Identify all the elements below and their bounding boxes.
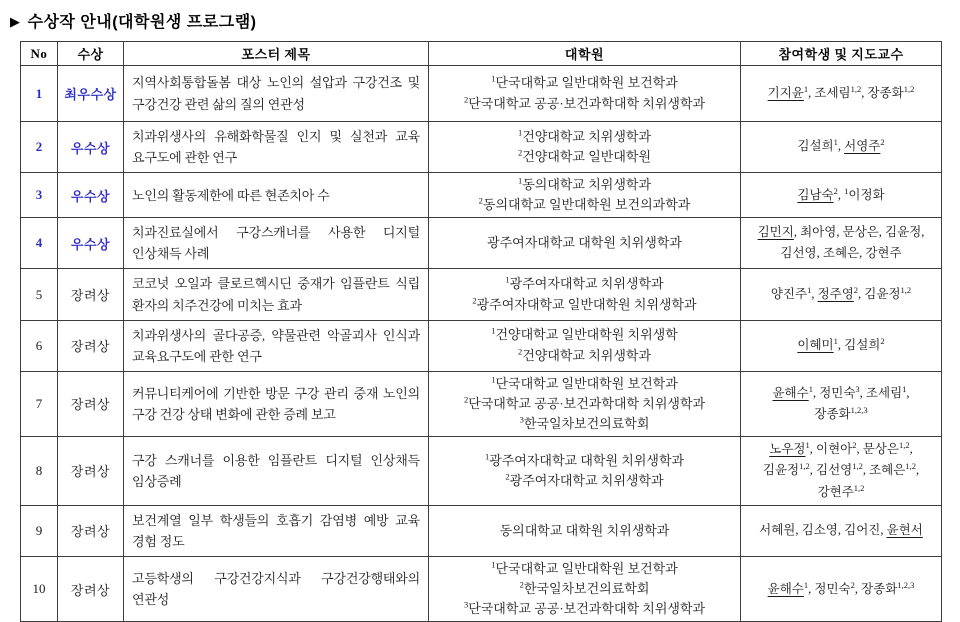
participants: 기지윤$^1$, 조세림$^{1,2}$, 장종화$^{1,2}$ [741, 66, 942, 122]
awards-table [20, 41, 942, 622]
person-name: 조혜은 [869, 463, 906, 478]
grad-school-line: $^1$광주여자대학교 치위생학과 [505, 275, 664, 292]
participants: 김설희$^1$, 서영주$^2$ [741, 122, 942, 173]
grad-school [429, 269, 741, 320]
person-name: 정민숙 [814, 581, 851, 596]
person-name: 김설희 [844, 337, 881, 352]
grad-school [429, 218, 741, 269]
row-number: 5 [21, 269, 58, 320]
grad-school [429, 122, 741, 173]
table-row [21, 505, 942, 556]
award-label: 장려상 [58, 437, 124, 506]
participants: 노우정$^1$, 이현아$^2$, 문상은$^{1,2}$, 김윤정$^{1,2}$, 김선영$^{1,2}$, 조혜은$^{1,2}$, 강현주$^{1,2}$ [741, 437, 942, 506]
participants: 이혜미$^1$, 김설희$^2$ [741, 320, 942, 371]
poster-title: 구강 스캐너를 이용한 임플란트 디지털 인상채득 임상증례 [124, 437, 429, 506]
row-number: 8 [21, 437, 58, 506]
person-name: 이현아 [816, 442, 853, 457]
page-title [0, 0, 960, 32]
grad-school-line: $^1$광주여자대학교 대학원 치위생학과 [484, 451, 685, 468]
grad-school [429, 437, 741, 506]
person-name: 최아영 [800, 225, 837, 240]
header-no: No [21, 42, 58, 66]
person-name: 조세림 [814, 85, 851, 100]
person-name: 조세림 [865, 385, 903, 400]
person-name: 문상은 [862, 442, 899, 457]
person-name: 기지윤 [767, 85, 804, 100]
award-label: 우수상 [58, 218, 124, 269]
participants: 윤해수$^1$, 정민숙$^2$, 장종화$^{1,2,3}$ [741, 556, 942, 621]
person-name: 문상은 [842, 225, 879, 240]
participants: 윤해수$^1$, 정민숙$^3$, 조세림$^1$, 장종화$^{1,2,3}$ [741, 371, 942, 436]
person-name: 노우정 [769, 442, 806, 457]
person-name: 김민지 [757, 225, 794, 240]
row-number: 10 [21, 556, 58, 621]
award-label: 최우수상 [58, 66, 124, 122]
table-header [21, 42, 942, 66]
award-label: 장려상 [58, 371, 124, 436]
award-label: 우수상 [58, 173, 124, 218]
person-name: 이혜미 [797, 337, 834, 352]
poster-title: 코코넛 오일과 클로르헥시딘 중재가 임플란트 식립 환자의 치주건강에 미치는 효과 [124, 269, 429, 320]
grad-school-line: $^1$동의대학교 치위생학과 [517, 175, 652, 193]
participants: 김민지, 최아영, 문상은, 김윤정, 김선영, 조혜은, 강현주 [741, 218, 942, 269]
person-name: 김윤정 [864, 286, 901, 301]
table-row [21, 320, 942, 371]
row-number: 2 [21, 122, 58, 173]
header-participants: 참여학생 및 지도교수 [741, 42, 942, 66]
person-name: 서혜원 [759, 523, 796, 538]
person-name: 김남숙 [797, 187, 834, 202]
person-name: 이정화 [848, 187, 885, 202]
row-number: 4 [21, 218, 58, 269]
grad-school-line: $^1$단국대학교 일반대학원 보건학과 [491, 74, 678, 91]
grad-school-line: $^2$광주여자대학교 일반대학원 치위생학과 [472, 295, 697, 312]
poster-title: 고등학생의 구강건강지식과 구강건강행태와의 연관성 [124, 556, 429, 621]
table-row [21, 218, 942, 269]
table-row [21, 371, 942, 436]
poster-title: 치과위생사의 유해화학물질 인지 및 실천과 교육 요구도에 관한 연구 [124, 122, 429, 173]
award-label: 장려상 [58, 505, 124, 556]
person-name: 장종화 [867, 85, 904, 100]
grad-school-line: $^1$단국대학교 일반대학원 보건학과 [491, 559, 678, 576]
header-poster-title: 포스터 제목 [124, 42, 429, 66]
table-row [21, 556, 942, 621]
table-body [21, 66, 942, 622]
grad-school-line: $^2$단국대학교 공공·보건과학대학 치위생학과 [463, 94, 706, 111]
row-number: 6 [21, 320, 58, 371]
grad-school [429, 556, 741, 621]
grad-school [429, 320, 741, 371]
person-name: 김윤정 [885, 225, 922, 240]
award-label: 우수상 [58, 122, 124, 173]
table-row [21, 66, 942, 122]
grad-school-line: $^1$단국대학교 일반대학원 보건학과 [491, 374, 678, 391]
table-row [21, 173, 942, 218]
person-name: 장종화 [861, 581, 898, 596]
grad-school-line: $^2$건양대학교 치위생학과 [517, 346, 652, 363]
person-name: 김선영 [816, 463, 853, 478]
header-grad-school: 대학원 [429, 42, 741, 66]
person-name: 정민숙 [819, 385, 856, 400]
person-name: 정주영 [817, 286, 854, 301]
award-label: 장려상 [58, 320, 124, 371]
person-name: 서영주 [844, 139, 881, 154]
grad-school-line: $^3$단국대학교 공공·보건과학대학 치위생학과 [463, 599, 706, 617]
grad-school-line: 동의대학교 대학원 치위생학과 [499, 522, 670, 538]
person-name: 김어진 [844, 523, 881, 538]
grad-school-line: $^2$광주여자대학교 치위생학과 [505, 471, 664, 488]
header-row [21, 42, 942, 66]
poster-title: 치과위생사의 골다공증, 약물관련 악골괴사 인식과 교육요구도에 관한 연구 [124, 320, 429, 371]
person-name: 김소영 [801, 523, 838, 538]
grad-school-line: $^2$동의대학교 일반대학원 보건의과학과 [478, 195, 691, 213]
person-name: 김설희 [797, 139, 834, 154]
poster-title: 치과진료실에서 구강스캐너를 사용한 디지털 인상채득 사례 [124, 218, 429, 269]
grad-school-line: $^1$건양대학교 일반대학원 치위생학 [491, 326, 678, 343]
row-number: 1 [21, 66, 58, 122]
header-award: 수상 [58, 42, 124, 66]
row-number: 7 [21, 371, 58, 436]
poster-title: 노인의 활동제한에 따른 현존치아 수 [124, 173, 429, 218]
page-title-text: 수상작 안내(대학원생 프로그램) [27, 14, 257, 31]
table-row [21, 437, 942, 506]
table-row [21, 269, 942, 320]
grad-school-line: $^2$건양대학교 일반대학원 [517, 147, 652, 165]
award-label: 장려상 [58, 556, 124, 621]
grad-school [429, 66, 741, 122]
person-name: 조혜은 [822, 246, 860, 261]
person-name: 윤해수 [772, 385, 809, 400]
table-row [21, 122, 942, 173]
grad-school-line: $^3$한국일차보건의료학회 [519, 414, 650, 431]
participants: 양진주$^1$, 정주영$^2$, 김윤정$^{1,2}$ [741, 269, 942, 320]
poster-title: 보건계열 일부 학생들의 호흡기 감염병 예방 교육 경험 정도 [124, 505, 429, 556]
person-name: 장종화 [814, 406, 851, 421]
person-name: 김선영 [780, 246, 817, 261]
grad-school-line: 광주여자대학교 대학원 치위생학과 [487, 235, 682, 251]
row-number: 3 [21, 173, 58, 218]
grad-school-line: $^2$단국대학교 공공·보건과학대학 치위생학과 [463, 394, 706, 411]
bullet-arrow-icon: ▶ [10, 14, 21, 29]
grad-school-line: $^2$한국일차보건의료학회 [519, 579, 650, 597]
grad-school [429, 371, 741, 436]
participants: 서혜원, 김소영, 김어진, 윤현서 [741, 505, 942, 556]
poster-title: 커뮤니티케어에 기반한 방문 구강 관리 중재 노인의 구강 건강 상태 변화에 관한 증례 보고 [124, 371, 429, 436]
grad-school-line: $^1$건양대학교 치위생학과 [517, 127, 652, 144]
row-number: 9 [21, 505, 58, 556]
person-name: 양진주 [770, 286, 808, 301]
person-name: 강현주 [865, 246, 902, 261]
person-name: 윤현서 [886, 523, 923, 538]
person-name: 강현주 [817, 484, 854, 499]
person-name: 김윤정 [762, 463, 800, 478]
participants: 김남숙$^2$, $^1$이정화 [741, 173, 942, 218]
person-name: 윤해수 [767, 581, 804, 596]
grad-school [429, 505, 741, 556]
award-label: 장려상 [58, 269, 124, 320]
grad-school [429, 173, 741, 218]
poster-title: 지역사회통합돌봄 대상 노인의 설압과 구강건조 및 구강건강 관련 삶의 질의 연관성 [124, 66, 429, 122]
